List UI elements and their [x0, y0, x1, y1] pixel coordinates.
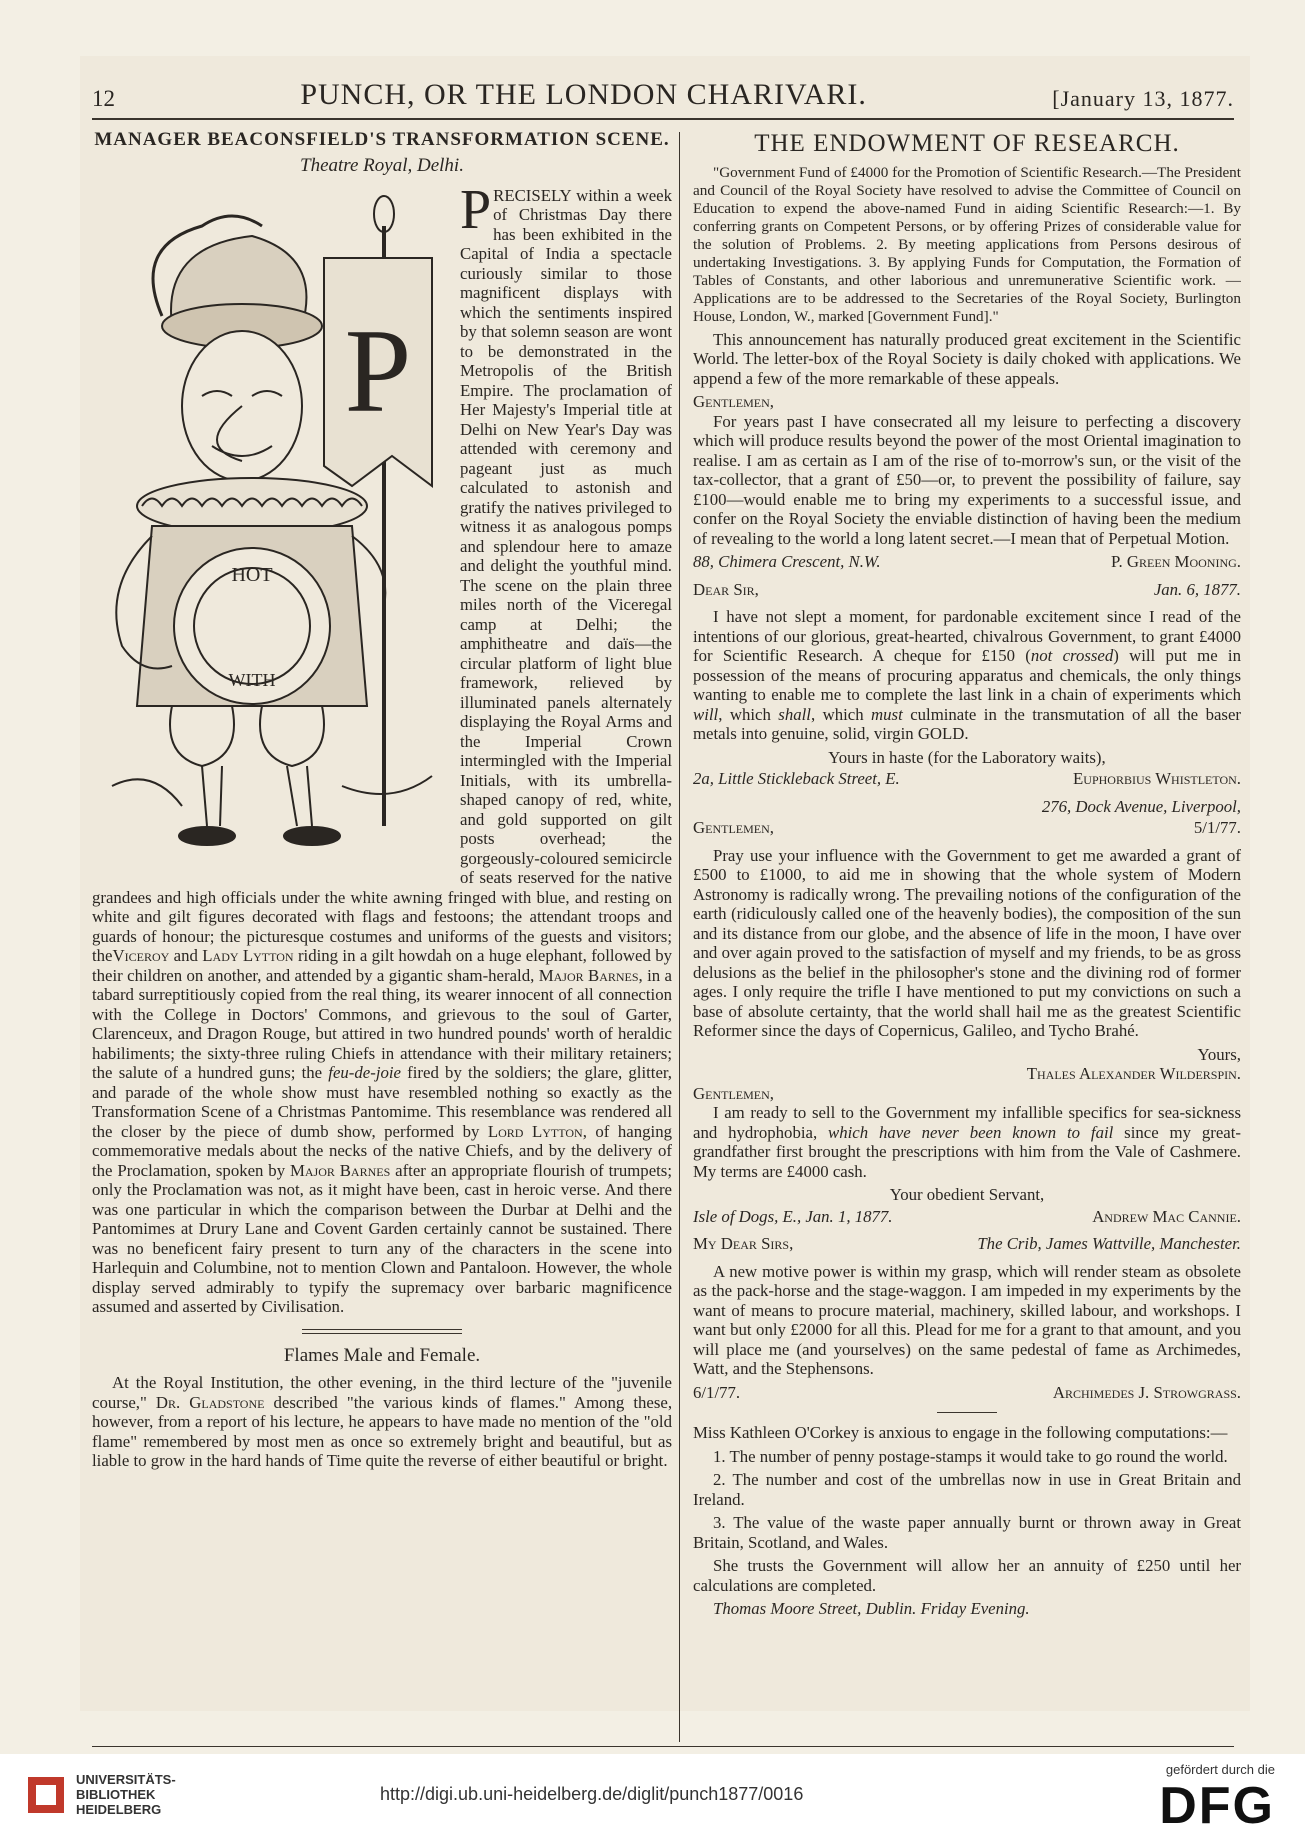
library-name-line2: BIBLIOTHEK [76, 1787, 156, 1802]
short-rule [937, 1412, 997, 1413]
badge-text-bottom: WITH [228, 669, 276, 690]
letter4-close: Your obedient Servant, [889, 1185, 1045, 1204]
government-notice: "Government Fund of £4000 for the Promotion of Scientific Research.—The President and Council of the Royal Society have resolved to advise the Committee of Council on Education to expend the above-named Fund in aiding Scientific Research:—1. By conferring grants on Competent Persons, or by offering Prizes of considerable value for the solution of Problems. 2. By meeting applications from Persons desirous of undertaking Investigations. 3. By applying Funds for Computation, the Formation of Tables of Constants, and other laborious and unremunerative Scientific work. —Applications are to be addressed to the Secretaries of the Royal Society, Burlington House, London, W., marked [Government Fund]." [693, 163, 1241, 325]
flames-title: Flames Male and Female. [283, 1344, 481, 1366]
cartoon-illustration [92, 186, 452, 878]
letter3-close: Yours, [1197, 1044, 1241, 1064]
letter3-signer: Thales Alexander Wilderspin. [1026, 1064, 1241, 1083]
letter5-signature: 6/1/77. Archimedes J. Strowgrass. [693, 1382, 1241, 1402]
section-double-rule [302, 1329, 462, 1334]
source-url-link[interactable]: http://digi.ub.uni-heidelberg.de/diglit/punch1877/0016 [380, 1784, 804, 1804]
library-name-line3: HEIDELBERG [76, 1802, 162, 1817]
computation-item-1: 1. The number of penny postage-stamps it would take to go round the world. [713, 1446, 1228, 1466]
library-logo [26, 1772, 176, 1817]
herald-figure-drawing [92, 186, 452, 878]
funder-text: gefördert durch die [1165, 1762, 1275, 1777]
computations-trust: She trusts the Government will allow her an annuity of £250 until her calculations are completed. [693, 1556, 1241, 1595]
endowment-title: THE ENDOWMENT OF RESEARCH. [754, 130, 1180, 157]
left-column [92, 128, 672, 1758]
issue-date: [January 13, 1877. [1052, 86, 1234, 111]
letter4-signature: Isle of Dogs, E., Jan. 1, 1877. Andrew Mac Cannie. [693, 1206, 1241, 1226]
letter1-salutation: Gentlemen, [693, 392, 774, 411]
drop-cap: P [460, 178, 492, 241]
banner-letter: P [344, 303, 412, 437]
dfg-logo-text: DFG [1159, 1777, 1275, 1835]
page-header [92, 68, 1234, 120]
column-divider [679, 132, 680, 1742]
library-name-line1: UNIVERSITÄTS- [76, 1772, 176, 1787]
page-number: 12 [92, 86, 115, 111]
letter5-body: A new motive power is within my grasp, which will render steam as obsolete as the pack-horse and the stage-waggon. I am impeded in my experiments by the want of means to procure material, machinery, skilled labour, and workshops. I want but only £2000 for all this. Plead for me for a grant to that amount, and you will place me (and yourselves) on the same pedestal of fame as Archimedes, Watt, and the Stephensons. [693, 1261, 1241, 1378]
letter1-signature: 88, Chimera Crescent, N.W. P. Green Mooning. [693, 552, 1241, 571]
letter4-salutation: Gentlemen, [693, 1083, 774, 1103]
newspaper-page [80, 56, 1250, 1711]
letter2-close: Yours in haste (for the Laboratory waits), [828, 747, 1106, 767]
flames-body: At the Royal Institution, the other evening, in the third lecture of the "juvenile course," Dr. Gladstone described "the various kinds of flames." Among these, however, from a report of his lecture, he appears to have made no mention of the "old flame" remembered by most men as once so extremely bright and beautiful, but as liable to grow in the hard hands of Time quite the reverse of either beautiful or bright. [92, 1373, 672, 1470]
letter2-signature: 2a, Little Stickleback Street, E. Euphorbius Whistleton. [693, 769, 1241, 788]
badge-text-top: HOT [231, 563, 273, 586]
article-subtitle: Theatre Royal, Delhi. [300, 155, 464, 176]
computations-address: Thomas Moore Street, Dublin. Friday Evening. [713, 1599, 1030, 1618]
letter5-heading: My Dear Sirs, The Crib, James Wattville, Manchester. [693, 1234, 1241, 1253]
letter3-heading: Gentlemen, 5/1/77. [693, 818, 1241, 837]
letter2-body: I have not slept a moment, for pardonable excitement since I read of the intentions of our glorious, great-hearted, chivalrous Government, to grant £4000 for Scientific Research. A cheque for £150 (not crossed) will put me in possession of the means of procuring apparatus and chemicals, the only things wanting to enable me to complete the last link in a chain of experiments which will, which shall, which must culminate in the transmutation of all the baser metals into genuine, solid, virgin GOLD. [693, 607, 1241, 743]
letter2-heading: Dear Sir, Jan. 6, 1877. [693, 579, 1241, 599]
computations-intro: Miss Kathleen O'Corkey is anxious to engage in the following computations:— [693, 1423, 1228, 1442]
letter4-body: I am ready to sell to the Government my infallible specifics for sea-sickness and hydrophobia, which have never been known to fail since my great-grandfather first brought the prescriptions with him from the Vale of Cashmere. My terms are £4000 cash. [693, 1103, 1241, 1181]
article-title: MANAGER BEACONSFIELD'S TRANSFORMATION SCENE. [94, 129, 670, 150]
computation-item-2: 2. The number and cost of the umbrellas now in use in Great Britain and Ireland. [693, 1470, 1241, 1509]
library-seal-icon [26, 1775, 66, 1815]
article-body: PRECISELY within a week of Christmas Day there has been exhibited in the Capital of India a spectacle curiously similar to those magnificent displays with which the sentiments inspired by that solemn season are wont to be demonstrated in the Metropolis of the British Empire. The proclamation of Her Majesty's Imperial title at Delhi on New Year's Day was attended with ceremony and pageant just as much calculated to astonish and gratify the natives privileged to witness it as analogous pomps and splendour here to amaze and delight the youthful mind. The scene on the plain three miles north of the Viceregal camp at Delhi; the amphitheatre and daïs—the circular platform of light blue framework, relieved by illuminated panels alternately displaying the Royal Arms and the Imperial Crown intermingled with the Imperial Initials, with its umbrella-shaped canopy of red, white, and gold supported on gilt posts overhead; the gorgeously-coloured semicircle of seats reserved for the native grandees and high officials under the white awning fringed with blue, and resting on white and gilt figures decorated with flags and festoons; the attendant troops and guards of honour; the picturesque costumes and uniforms of the guests and visitors; theViceroy and Lady Lytton riding in a gilt howdah on a huge elephant, followed by their children on another, and attended by a gigantic sham-herald, Major Barnes, in a tabard surreptitiously copied from the real thing, its wearer innocent of all connection with the College in Doctors' Commons, and grievous to the soul of Garter, Clarenceux, and Dragon Rouge, but attired in two hundred pounds' worth of heraldic habiliments; the sixty-three ruling Chiefs in attendance with their military retainers; the salute of a hundred guns; the feu-de-joie fired by the soldiers; the glare, glitter, and parade of the whole show must have resembled nothing so exactly as the Transformation Scene of a Christmas Pantomime. This resemblance was rendered all the closer by the piece of dumb show, performed by Lord Lytton, of hanging commemorative medals about the necks of the native Chiefs, and by the delivery of the Proclamation, spoken by Major Barnes after an appropriate flourish of trumpets; only the Proclamation was not, as it might have been, cast in heroic verse. And there was one particular in which the comparison between the Durbar at Delhi and the Pantomimes at Drury Lane and Covent Garden certainly cannot be sustained. There was no beneficent fairy present to turn any of the characters in the scene into Harlequin and Columbine, not to mention Clown and Pantaloon. However, the whole display served admirably to typify the supremacy over barbaric magnificence assumed and asserted by Civilisation. [92, 178, 672, 1316]
letter3-body: Pray use your influence with the Government to get me awarded a grant of £500 to £1000, to aid me in showing that the whole system of Modern Astronomy is radically wrong. The prevailing notions of the configuration of the earth (ridiculously called one of the heavenly bodies), the composition of the sun and its distance from our globe, and the absence of life in the moon, I have over and over again proved to the satisfaction of myself and my friends, to be as gross delusions as the belief in the philosopher's stone and the divining rod of former ages. I only require the trifle I have mentioned to put my convictions on such a base of absolute certainty, that the world shall hail me as the greatest Scientific Reformer since the days of Copernicus, Galileo, and Tycho Brahé. [693, 845, 1241, 1040]
letter1-body: For years past I have consecrated all my leisure to perfecting a discovery which will produce results beyond the power of the most Oriental imagination to realise. I am as certain as I am of the rise of to-morrow's sun, or the visit of the tax-collector, that a grant of £50—or, to prevent the possibility of failure, say £100—would enable me to bring my experiments to a successful issue, and confer on the Royal Society the enviable distinction of having been the medium of revealing to the world a long latent secret.—I mean that of Perpetual Motion. [693, 411, 1241, 548]
funder-logo [1159, 1762, 1275, 1835]
digitization-footer [0, 1754, 1305, 1848]
computation-item-3: 3. The value of the waste paper annually burnt or thrown away in Great Britain, Scotland, and Wales. [693, 1513, 1241, 1552]
endowment-intro: This announcement has naturally produced great excitement in the Scientific World. The letter-box of the Royal Society is daily choked with applications. We append a few of the more remarkable of these appeals. [693, 329, 1241, 388]
right-column [693, 128, 1241, 1758]
letter3-address: 276, Dock Avenue, Liverpool, [1041, 796, 1241, 816]
masthead-title: PUNCH, OR THE LONDON CHARIVARI. [300, 78, 867, 111]
